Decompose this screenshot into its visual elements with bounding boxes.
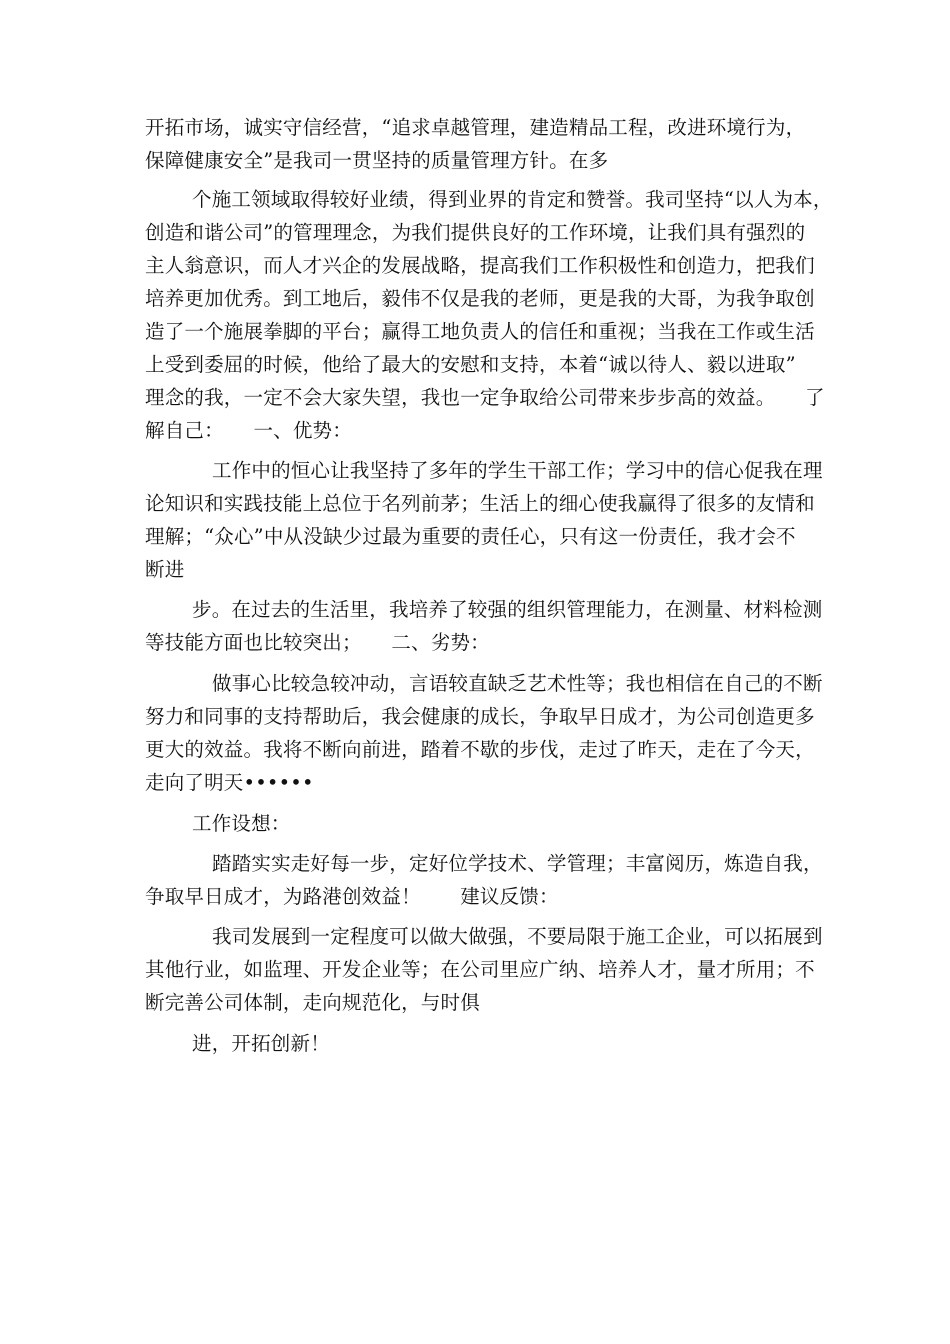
text-line: 保障健康安全”是我司一贯坚持的质量管理方针。在多 (145, 149, 609, 172)
text-line: 工作中的恒心让我坚持了多年的学生干部工作；学习中的信心促我在理 (212, 459, 823, 482)
text-line: 其他行业，如监理、开发企业等；在公司里应广纳、培养人才，量才所用；不 (145, 958, 815, 981)
text-line: 论知识和实践技能上总位于名列前茅；生活上的细心使我赢得了很多的友情和 (145, 492, 815, 515)
text-line: 解自己： 一、优势： (145, 419, 352, 442)
text-line: 做事心比较急较冲动，言语较直缺乏艺术性等；我也相信在自己的不断 (212, 672, 823, 695)
text-line: 进，开拓创新！ (192, 1032, 330, 1055)
text-line: 理解；“众心”中从没缺少过最为重要的责任心，只有这一份责任，我才会不 (145, 525, 796, 548)
text-line: 努力和同事的支持帮助后，我会健康的成长，争取早日成才，为公司创造更多 (145, 705, 815, 728)
text-line: 争取早日成才，为路港创效益！ 建议反馈： (145, 885, 559, 908)
text-line: 步。在过去的生活里，我培养了较强的组织管理能力，在测量、材料检测 (192, 598, 823, 621)
text-line: 更大的效益。我将不断向前进，踏着不歇的步伐，走过了昨天，走在了今天， (145, 738, 815, 761)
text-line: 走向了明天•••••• (145, 771, 314, 794)
text-line: 造了一个施展拳脚的平台；赢得工地负责人的信任和重视；当我在工作或生活 (145, 320, 815, 343)
text-line: 上受到委屈的时候，他给了最大的安慰和支持，本着“诚以待人、毅以进取” (145, 353, 796, 376)
text-line: 工作设想： (192, 812, 291, 835)
text-line: 断完善公司体制，走向规范化，与时俱 (145, 991, 480, 1014)
text-line: 断进 (145, 558, 185, 581)
text-line: 创造和谐公司”的管理理念，为我们提供良好的工作环境，让我们具有强烈的 (145, 221, 806, 244)
text-line: 理念的我，一定不会大家失望，我也一定争取给公司带来步步高的效益。 了 (145, 386, 825, 409)
text-line: 开拓市场，诚实守信经营，“追求卓越管理，建造精品工程，改进环境行为， (145, 116, 806, 139)
text-line: 主人翁意识，而人才兴企的发展战略，提高我们工作积极性和创造力，把我们 (145, 254, 815, 277)
text-line: 我司发展到一定程度可以做大做强，不要局限于施工企业，可以拓展到 (212, 925, 823, 948)
text-line: 等技能方面也比较突出； 二、劣势： (145, 631, 490, 654)
text-line: 踏踏实实走好每一步，定好位学技术、学管理；丰富阅历，炼造自我， (212, 852, 823, 875)
text-line: 个施工领域取得较好业绩，得到业界的肯定和赞誉。我司坚持“以人为本， (192, 188, 833, 211)
text-line: 培养更加优秀。到工地后，毅伟不仅是我的老师，更是我的大哥，为我争取创 (145, 287, 815, 310)
